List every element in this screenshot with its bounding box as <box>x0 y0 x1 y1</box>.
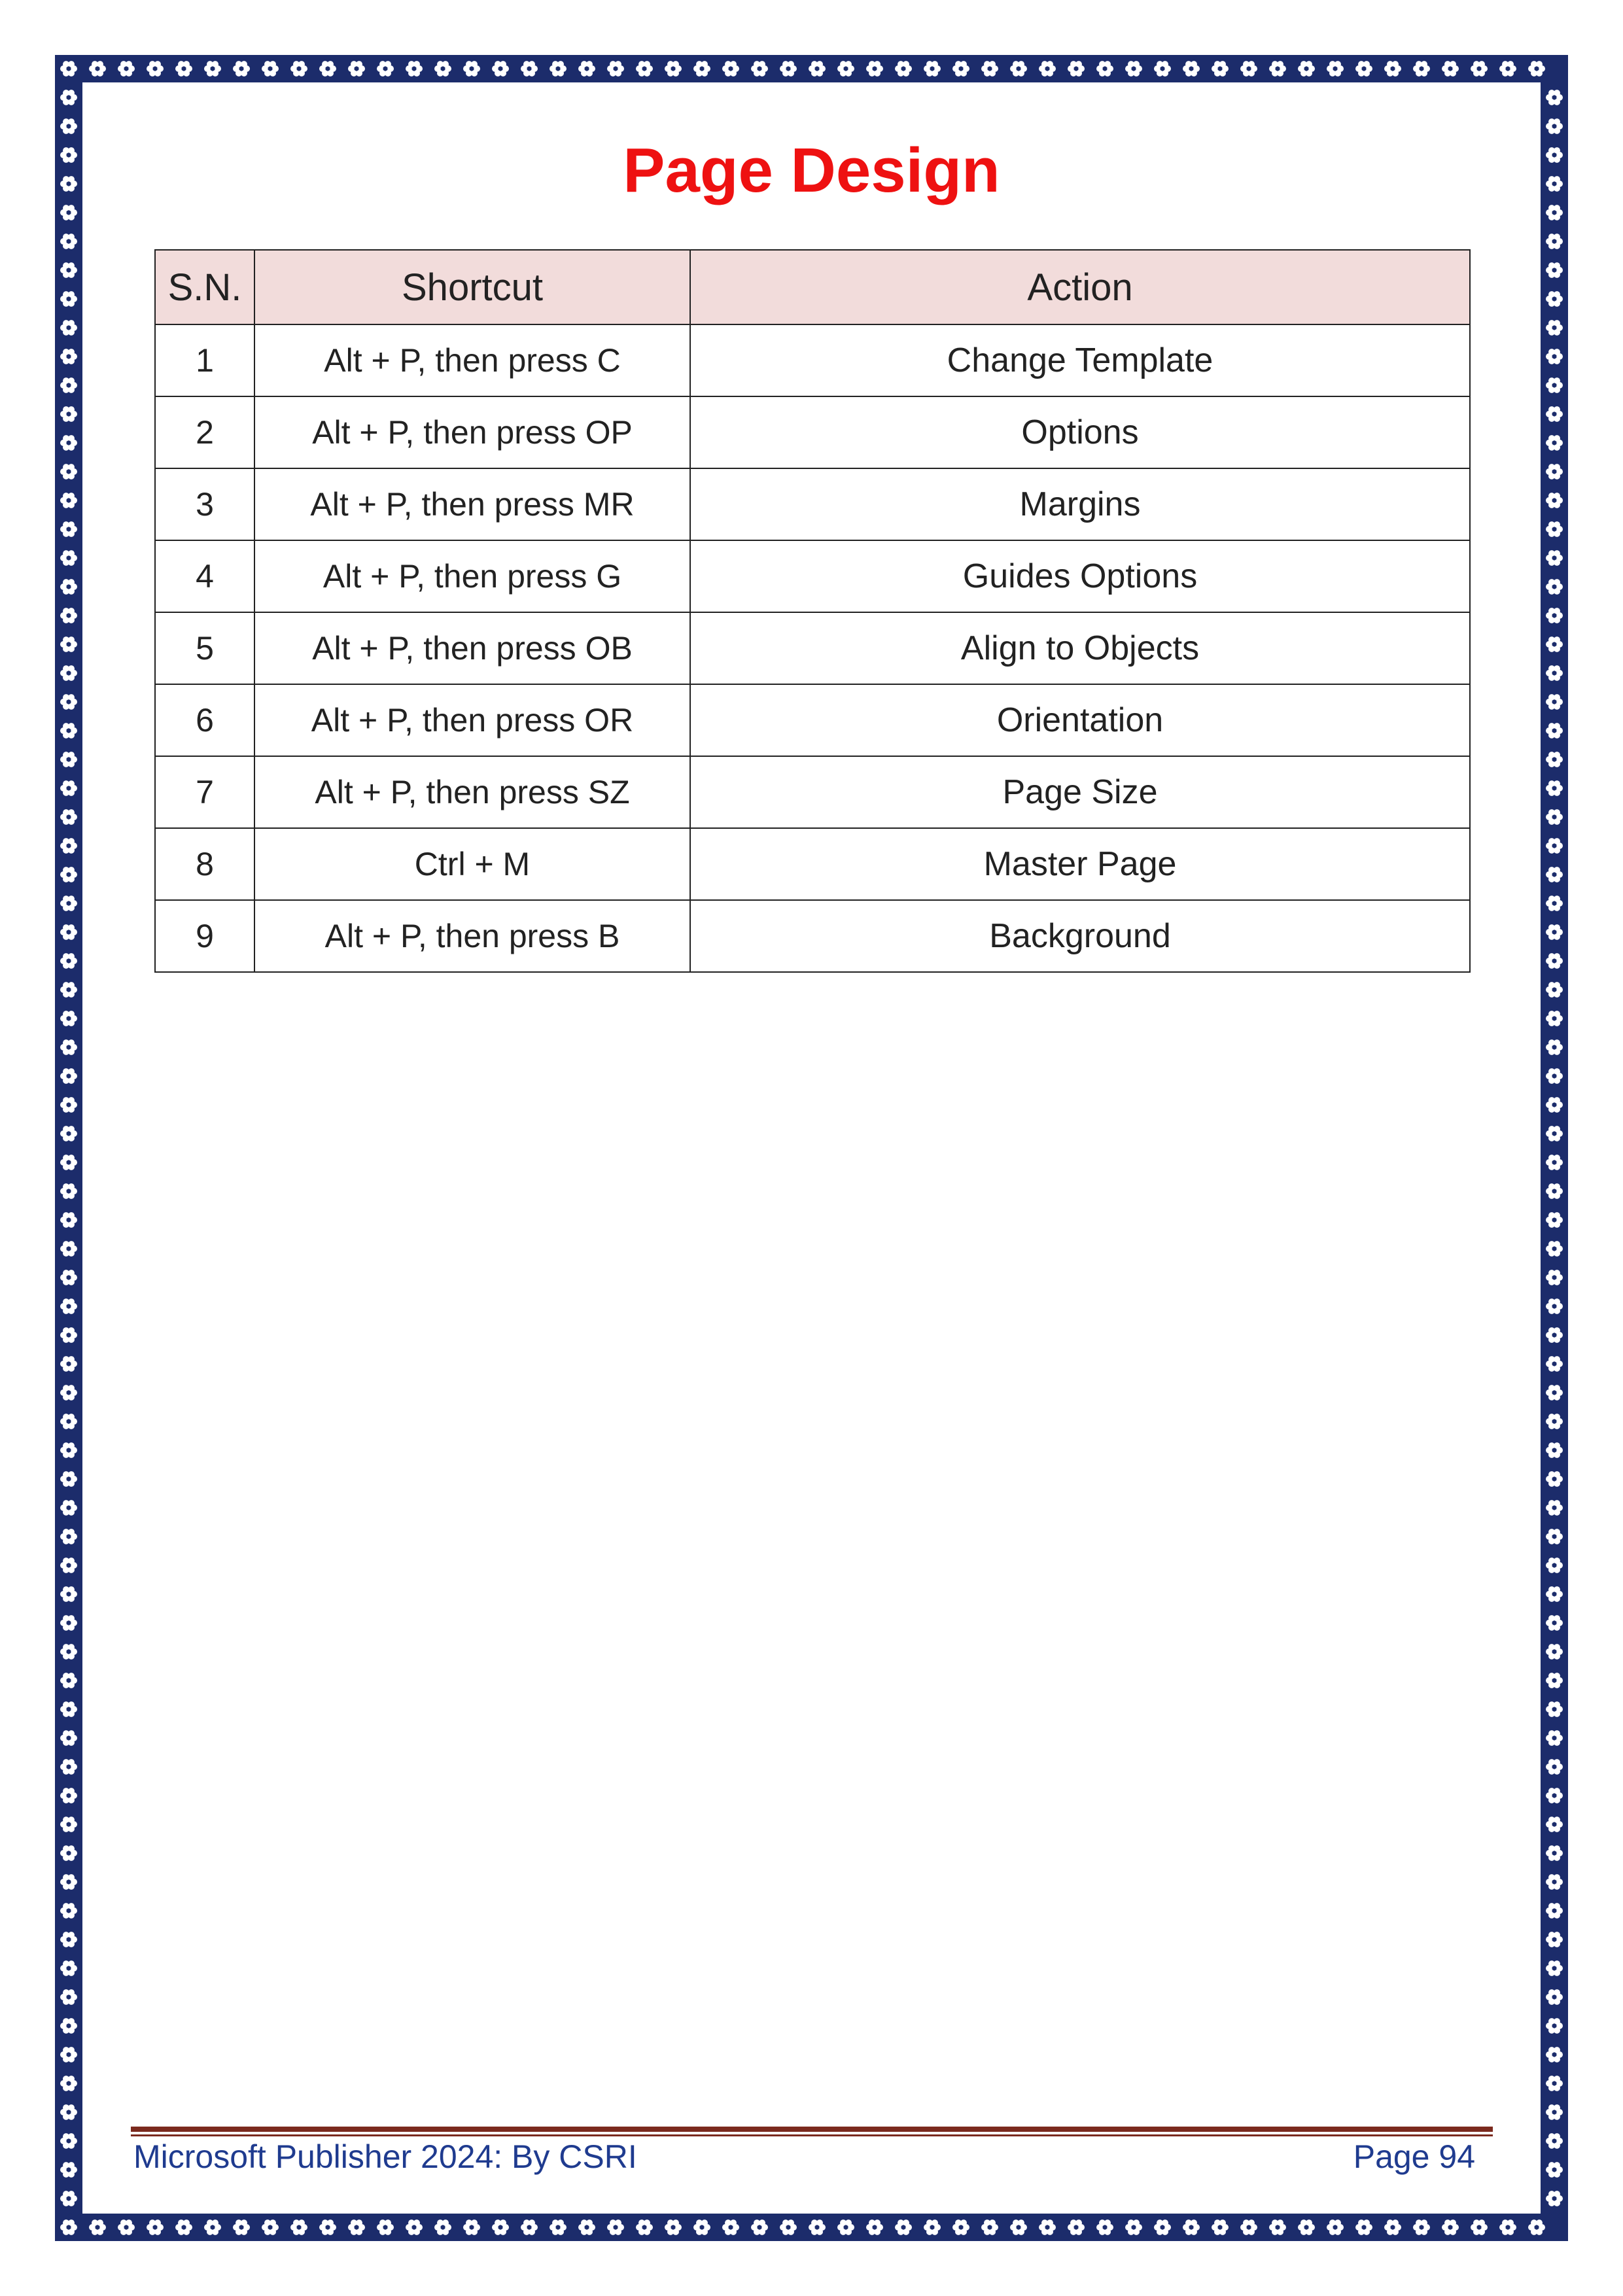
shortcut-table <box>154 249 1471 973</box>
footer-rule-thin <box>131 2134 1493 2136</box>
table-row <box>155 684 1470 756</box>
cell-sn: 9 <box>155 900 254 972</box>
table-row <box>155 828 1470 900</box>
cell-action: Change Template <box>690 324 1470 396</box>
table-row <box>155 396 1470 468</box>
cell-action: Background <box>690 900 1470 972</box>
table-row <box>155 612 1470 684</box>
cell-shortcut: Alt + P, then press SZ <box>254 756 690 828</box>
cell-action: Orientation <box>690 684 1470 756</box>
cell-shortcut: Alt + P, then press OP <box>254 396 690 468</box>
cell-shortcut: Alt + P, then press OB <box>254 612 690 684</box>
cell-action: Guides Options <box>690 540 1470 612</box>
table-row <box>155 468 1470 540</box>
cell-sn: 1 <box>155 324 254 396</box>
cell-sn: 8 <box>155 828 254 900</box>
cell-shortcut: Alt + P, then press MR <box>254 468 690 540</box>
table-row <box>155 324 1470 396</box>
table-row <box>155 900 1470 972</box>
page-title: Page Design <box>623 135 1000 205</box>
page-number: Page 94 <box>1353 2138 1475 2175</box>
cell-action: Page Size <box>690 756 1470 828</box>
cell-shortcut: Alt + P, then press C <box>254 324 690 396</box>
cell-action: Options <box>690 396 1470 468</box>
cell-sn: 2 <box>155 396 254 468</box>
cell-shortcut: Alt + P, then press OR <box>254 684 690 756</box>
table-row <box>155 756 1470 828</box>
cell-sn: 3 <box>155 468 254 540</box>
header-shortcut: Shortcut <box>254 250 690 324</box>
cell-shortcut: Alt + P, then press G <box>254 540 690 612</box>
footer-title: Microsoft Publisher 2024: By CSRI <box>133 2138 637 2175</box>
cell-action: Margins <box>690 468 1470 540</box>
cell-sn: 4 <box>155 540 254 612</box>
cell-action: Align to Objects <box>690 612 1470 684</box>
cell-action: Master Page <box>690 828 1470 900</box>
cell-shortcut: Ctrl + M <box>254 828 690 900</box>
footer-rule <box>131 2127 1493 2132</box>
cell-sn: 6 <box>155 684 254 756</box>
header-sn: S.N. <box>155 250 254 324</box>
table-header-row <box>155 250 1470 324</box>
cell-sn: 5 <box>155 612 254 684</box>
cell-shortcut: Alt + P, then press B <box>254 900 690 972</box>
header-action: Action <box>690 250 1470 324</box>
cell-sn: 7 <box>155 756 254 828</box>
table-row <box>155 540 1470 612</box>
